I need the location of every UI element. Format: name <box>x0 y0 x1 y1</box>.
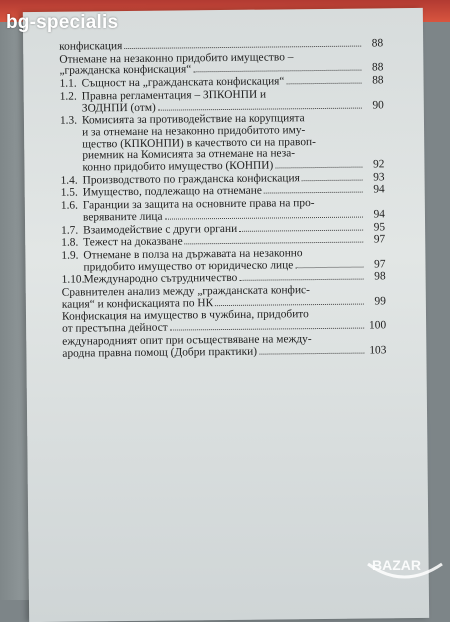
toc-entry-text: Конфискация на имущество в чужбина, придобито <box>62 309 366 324</box>
toc-page-number: 88 <box>363 63 383 75</box>
toc-entry <box>62 284 386 311</box>
toc-entry-number: 1.9. <box>61 250 83 262</box>
toc-entry-text: Производството по гражданска конфискация <box>83 173 300 187</box>
toc-page-number: 94 <box>365 185 385 197</box>
toc-leader-dots <box>239 279 363 281</box>
toc-page-number: 95 <box>365 222 385 234</box>
toc-page-number: 88 <box>363 38 383 50</box>
book-page <box>23 8 429 622</box>
toc-leader-dots <box>193 70 361 73</box>
toc-entry-text: Взаимодействие с други органи <box>83 223 237 236</box>
toc-leader-dots <box>264 192 363 194</box>
toc-leader-dots <box>170 328 364 331</box>
toc-entry-number: 1.2. <box>60 91 82 103</box>
toc-entry <box>60 113 385 175</box>
toc-page-number: 92 <box>364 159 384 171</box>
toc-leader-dots <box>165 216 363 219</box>
toc-leader-dots <box>259 352 364 354</box>
toc-leader-dots <box>185 242 364 245</box>
toc-entry <box>62 309 386 336</box>
toc-entry-text: от престъпна дейност <box>62 323 168 336</box>
toc-entry-text: „гражданска конфискация“ <box>59 65 191 78</box>
toc-page-number: 97 <box>365 259 385 271</box>
toc-page-number: 94 <box>365 209 385 221</box>
toc-entry-text: щество (КПКОНПИ) в качеството си на правоп- <box>82 136 364 151</box>
toc-entry-number: 1.1. <box>60 79 82 91</box>
toc-page-number: 103 <box>366 345 386 357</box>
toc-page-number: 99 <box>366 296 386 308</box>
toc-entry-text: Международно сътрудничество <box>84 273 238 286</box>
watermark: bg-specialis <box>6 12 118 34</box>
bazar-logo <box>364 550 446 590</box>
toc-entry-number: 1.3. <box>60 116 82 128</box>
toc-leader-dots <box>286 83 361 85</box>
toc-entry-number: 1.7. <box>61 225 83 237</box>
toc-page-number: 97 <box>365 235 385 247</box>
toc-entry-text: придобито имущество от юридическо лице <box>83 260 293 274</box>
toc-entry-text: кация“ и конфискацията по НК <box>62 298 213 311</box>
toc-leader-dots <box>275 167 362 169</box>
bazar-logo-text: BAZAR <box>372 557 421 573</box>
toc-entry <box>61 197 385 224</box>
toc-entry-number: 1.6. <box>61 201 83 213</box>
toc-entry-text: Отнемане на незаконно придобито имущество – <box>59 51 363 66</box>
toc-page-number: 98 <box>366 272 386 284</box>
toc-page-number: 88 <box>364 75 384 87</box>
toc-entry-text: и за отнемане на незаконно придобитото иму- <box>82 124 364 139</box>
toc-page-number: 100 <box>366 320 386 332</box>
toc-entry-text: ародна правна помощ (Добри практики) <box>62 346 257 360</box>
toc-page-number: 90 <box>364 100 384 112</box>
table-of-contents <box>59 38 386 361</box>
toc-entry <box>62 333 386 360</box>
toc-entry-text: конно придобито имущество (КОНПИ) <box>82 161 273 175</box>
toc-entry-number: 1.4. <box>61 175 83 187</box>
toc-leader-dots <box>302 179 363 181</box>
toc-entry-text: еждународният опит при осъществяване на между- <box>62 333 366 348</box>
toc-entry-text: Отнемане в полза на държавата на незаконно <box>83 247 365 262</box>
toc-entry-number: 1.8. <box>61 238 83 250</box>
toc-leader-dots <box>158 107 362 110</box>
toc-entry-text: Гаранции за защита на основните права на про- <box>83 198 365 213</box>
toc-leader-dots <box>124 46 361 49</box>
toc-entry-text: веряваните лица <box>83 212 163 225</box>
toc-entry-text: Тежест на доказване <box>83 237 182 250</box>
toc-leader-dots <box>295 266 363 268</box>
toc-entry-text: ЗОДНПИ (отм) <box>82 102 156 114</box>
toc-page-number: 93 <box>365 172 385 184</box>
toc-entry-text: Същност на „гражданската конфискация“ <box>82 76 285 90</box>
toc-entry-number: 1.10. <box>62 275 84 287</box>
toc-entry-text: риемник на Комисията за отнемане на неза- <box>82 148 364 163</box>
toc-entry-text: конфискация <box>59 41 122 53</box>
toc-entry-text: Комисията за противодействие на корупцията <box>82 113 364 128</box>
toc-entry <box>61 247 385 274</box>
toc-leader-dots <box>215 303 364 306</box>
toc-entry <box>60 88 384 115</box>
toc-entry-text: Правна регламентация – ЗПКОНПИ и <box>82 88 364 103</box>
toc-leader-dots <box>239 229 363 231</box>
toc-entry-number: 1.5. <box>61 188 83 200</box>
toc-entry-text: Имущество, подлежащо на отнемане <box>83 186 262 200</box>
toc-entry-text: Сравнителен анализ между „гражданската конфис- <box>62 285 366 300</box>
toc-entry <box>59 51 383 78</box>
